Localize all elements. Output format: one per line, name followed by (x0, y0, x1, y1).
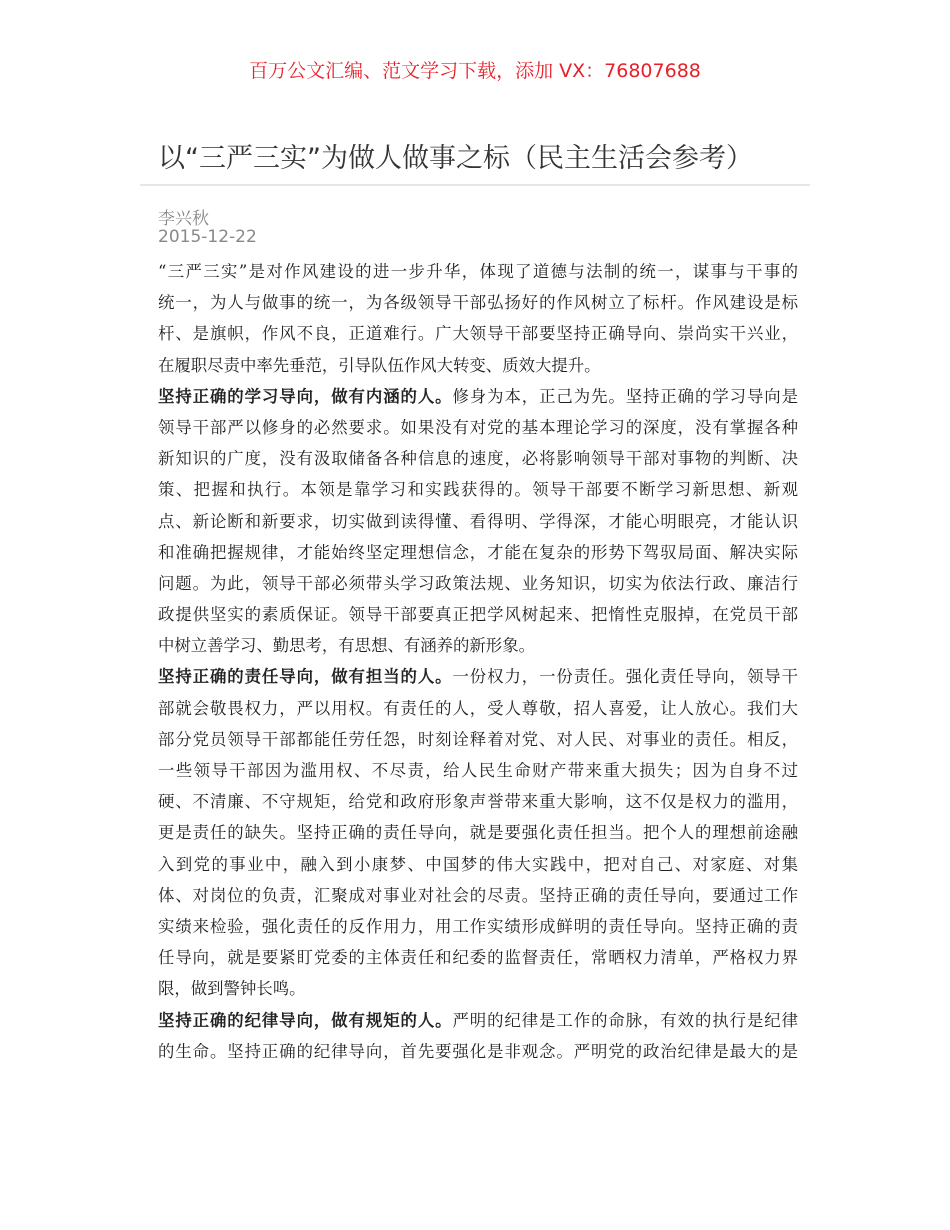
line-text: 部就会敬畏权力，严以用权。有责任的人，受人尊敬，招人喜爱，让人放心。我们大 (158, 698, 798, 718)
paragraph-line (158, 630, 798, 661)
line-text: 新知识的广度，没有汲取储备各种信息的速度，必将影响领导干部对事物的判断、决 (158, 449, 798, 469)
page-title: 以“三严三实”为做人做事之标（民主生活会参考） (158, 143, 753, 174)
line-text: 一份权力，一份责任。强化责任导向，领导干 (452, 667, 799, 687)
article-body (158, 256, 798, 1067)
line-text: 问题。为此，领导干部必须带头学习政策法规、业务知识，切实为依法行政、廉洁行 (158, 573, 798, 593)
paragraph (158, 1005, 798, 1067)
paragraph-line (158, 817, 798, 848)
paragraph (158, 661, 798, 1004)
line-text: 入到党的事业中，融入到小康梦、中国梦的伟大实践中，把对自己、对家庭、对集 (158, 854, 798, 874)
paragraph-line (158, 724, 798, 755)
line-text: 中树立善学习、勤思考，有思想、有涵养的新形象。 (158, 636, 535, 656)
promo-banner: 百万公文汇编、范文学习下载，添加 VX：76807688 (249, 60, 701, 82)
paragraph-line (158, 412, 798, 443)
paragraph-lead: 坚持正确的纪律导向，做有规矩的人。 (158, 1010, 453, 1030)
paragraph-line (158, 568, 798, 599)
paragraph-line (158, 755, 798, 786)
paragraph-line (158, 942, 798, 973)
paragraph-line (158, 693, 798, 724)
line-text: 杆、是旗帜，作风不良，正道难行。广大领导干部要坚持正确导向、崇尚实干兴业， (158, 324, 798, 344)
line-text: 策、把握和执行。本领是靠学习和实践获得的。领导干部要不断学习新思想、新观 (158, 480, 798, 500)
line-text: “三严三实”是对作风建设的进一步升华，体现了道德与法制的统一，谋事与干事的 (158, 262, 798, 281)
line-text: 更是责任的缺失。坚持正确的责任导向，就是要强化责任担当。把个人的理想前途融 (158, 823, 798, 843)
paragraph-line (158, 661, 798, 692)
paragraph-line (158, 350, 798, 381)
line-text: 部分党员领导干部都能任劳任怨，时刻诠释着对党、对人民、对事业的责任。相反， (158, 729, 798, 749)
paragraph-line (158, 849, 798, 880)
paragraph-line (158, 537, 798, 568)
line-text: 政提供坚实的素质保证。领导干部要真正把学风树起来、把惰性克服掉，在党员干部 (158, 605, 798, 625)
line-text: 和准确把握规律，才能始终坚定理想信念，才能在复杂的形势下驾驭局面、解决实际 (158, 542, 798, 562)
line-text: 任导向，就是要紧盯党委的主体责任和纪委的监督责任，常晒权力清单，严格权力界 (158, 948, 798, 968)
publish-date: 2015-12-22 (158, 227, 257, 247)
paragraph-line (158, 381, 798, 412)
title-divider (140, 184, 810, 186)
line-text: 一些领导干部因为滥用权、不尽责，给人民生命财产带来重大损失；因为自身不过 (158, 761, 798, 780)
line-text: 限，做到警钟长鸣。 (158, 979, 306, 999)
line-text: 硬、不清廉、不守规矩，给党和政府形象声誉带来重大影响，这不仅是权力的滥用， (158, 792, 798, 812)
paragraph-line (158, 880, 798, 911)
paragraph-line (158, 506, 798, 537)
paragraph-line (158, 599, 798, 630)
paragraph-line (158, 318, 798, 349)
line-text: 领导干部严以修身的必然要求。如果没有对党的基本理论学习的深度，没有掌握各种 (158, 417, 798, 437)
paragraph-line (158, 474, 798, 505)
line-text: 修身为本，正己为先。坚持正确的学习导向是 (452, 386, 799, 406)
paragraph-lead: 坚持正确的学习导向，做有内涵的人。 (158, 386, 453, 406)
paragraph-lead: 坚持正确的责任导向，做有担当的人。 (158, 667, 453, 687)
author: 李兴秋 (158, 209, 209, 229)
paragraph (158, 256, 798, 381)
line-text: 严明的纪律是工作的命脉，有效的执行是纪律 (452, 1010, 799, 1030)
paragraph-line (158, 1005, 798, 1036)
paragraph-line (158, 443, 798, 474)
line-text: 点、新论断和新要求，切实做到读得懂、看得明、学得深，才能心明眼亮，才能认识 (158, 511, 798, 531)
paragraph-line (158, 786, 798, 817)
line-text: 的生命。坚持正确的纪律导向，首先要强化是非观念。严明党的政治纪律是最大的是 (158, 1041, 798, 1061)
line-text: 在履职尽责中率先垂范，引导队伍作风大转变、质效大提升。 (158, 355, 601, 375)
line-text: 体、对岗位的负责，汇聚成对事业对社会的尽责。坚持正确的责任导向，要通过工作 (158, 885, 798, 905)
line-text: 实绩来检验，强化责任的反作用力，用工作实绩形成鲜明的责任导向。坚持正确的责 (158, 916, 798, 936)
paragraph-line (158, 973, 798, 1004)
paragraph-line (158, 256, 798, 287)
paragraph (158, 381, 798, 662)
paragraph-line (158, 911, 798, 942)
paragraph-line (158, 1036, 798, 1067)
paragraph-line (158, 287, 798, 318)
line-text: 统一，为人与做事的统一，为各级领导干部弘扬好的作风树立了标杆。作风建设是标 (158, 293, 798, 313)
